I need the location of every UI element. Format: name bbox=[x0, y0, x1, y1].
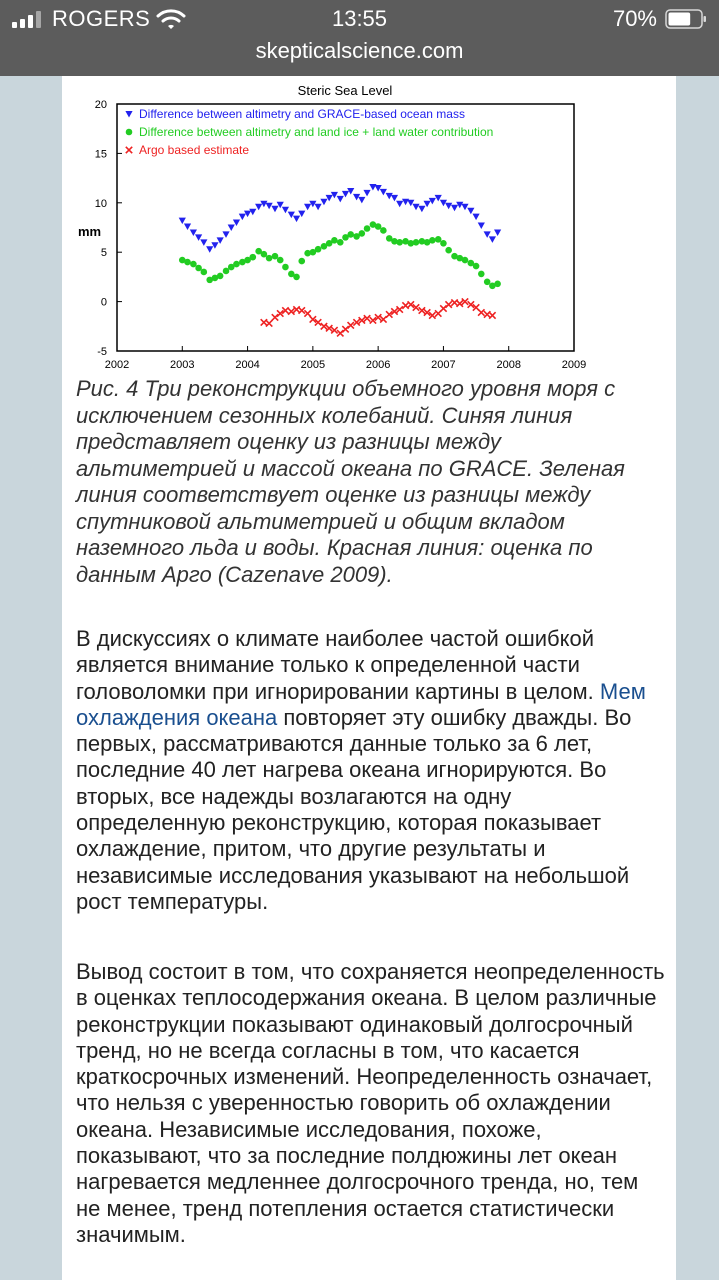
y-tick-label: 10 bbox=[94, 197, 107, 210]
data-point bbox=[396, 239, 403, 246]
x-tick-label: 2003 bbox=[170, 359, 195, 371]
data-point bbox=[429, 237, 436, 244]
data-point bbox=[201, 269, 208, 276]
clock: 13:55 bbox=[331, 6, 388, 31]
data-point bbox=[272, 253, 279, 260]
data-point bbox=[473, 263, 480, 270]
data-point bbox=[293, 274, 300, 281]
data-point bbox=[233, 261, 240, 268]
data-point bbox=[331, 237, 338, 244]
paragraph-text: В дискуссиях о климате наиболее частой ошибкой является внимание только к определенной части головоломки при игнорировании картины в целом. bbox=[76, 626, 600, 704]
data-point bbox=[484, 279, 491, 286]
data-point bbox=[249, 254, 256, 261]
y-tick-label: 0 bbox=[100, 296, 107, 309]
article-page bbox=[62, 76, 676, 1280]
data-point bbox=[261, 251, 268, 258]
x-tick-label: 2009 bbox=[561, 359, 587, 371]
data-point bbox=[494, 281, 501, 288]
chart-title: Steric Sea Level bbox=[297, 83, 393, 98]
data-point bbox=[380, 227, 387, 234]
data-point bbox=[375, 223, 382, 230]
x-tick-label: 2002 bbox=[104, 359, 130, 371]
data-point bbox=[217, 273, 224, 280]
x-tick-label: 2006 bbox=[365, 359, 391, 371]
carrier-name: ROGERS bbox=[52, 6, 151, 31]
x-tick-label: 2004 bbox=[235, 359, 260, 371]
data-point bbox=[298, 258, 305, 265]
data-point bbox=[223, 268, 230, 275]
data-point bbox=[190, 261, 197, 268]
x-tick-label: 2005 bbox=[300, 359, 326, 371]
y-tick-label: -5 bbox=[97, 346, 107, 358]
data-point bbox=[445, 247, 452, 254]
data-point bbox=[337, 239, 344, 246]
legend-label: Difference between altimetry and GRACE-based ocean mass bbox=[139, 107, 465, 121]
battery-percent: 70% bbox=[612, 6, 657, 31]
x-tick-label: 2007 bbox=[431, 359, 456, 371]
legend-marker bbox=[126, 129, 133, 136]
y-tick-label: 5 bbox=[100, 247, 107, 260]
y-tick-label: 15 bbox=[94, 148, 107, 161]
battery-icon bbox=[665, 9, 707, 29]
data-point bbox=[413, 239, 420, 246]
data-point bbox=[282, 264, 289, 271]
data-point bbox=[266, 255, 273, 262]
data-point bbox=[364, 225, 371, 232]
ocean-cooling-meme-link[interactable]: Мем охлаждения океана bbox=[76, 678, 646, 730]
steric-sea-level-chart bbox=[62, 76, 676, 376]
data-point bbox=[440, 240, 447, 247]
plot-area bbox=[117, 104, 574, 351]
data-point bbox=[462, 257, 469, 264]
x-tick-label: 2008 bbox=[496, 359, 521, 371]
paragraph-text: повторяет эту ошибку дважды. Во первых, рассматриваются данные только за 6 лет, последние 40 лет нагрева океана игнорируются. Во вторых, все надежды возлагаются на одну определенную реконструкцию, которая показывает охлаждение, притом, что другие результаты и независимые исследования указывают на небольшой рост температуры. bbox=[76, 704, 632, 914]
data-point bbox=[359, 230, 366, 237]
article-paragraph-1 bbox=[76, 626, 666, 915]
data-point bbox=[347, 231, 354, 238]
status-bar bbox=[0, 0, 719, 40]
figure-caption: Рис. 4 Три реконструкции объемного уровня моря с исключением сезонных колебаний. Синяя линия представляет оценку из разницы между альтиметрией и массой океана по GRACE. Зеленая линия соответствует оценке из разницы между спутниковой альтиметрией и общим вкладом наземного льда и воды. Красная линия: оценка по данным Арго (Cazenave 2009). bbox=[76, 376, 625, 587]
data-point bbox=[435, 236, 442, 243]
article-paragraph-2: Вывод состоит в том, что сохраняется неопределенность в оценках теплосодержания океана. В целом различные реконструкции показывают одинаковый долгосрочный тренд, но не всегда согласны в том, что касается краткосрочных изменений. Неопределенность означает, что нельзя с уверенностью говорить об охлаждении океана. Независимые исследования, похоже, показывают, что за последние полдюжины лет океан нагревается медленнее долгосрочного тренда, но, тем не менее, тренд потепления остается статистически значимым. bbox=[76, 959, 665, 1247]
data-point bbox=[277, 257, 284, 264]
data-point bbox=[195, 265, 202, 272]
browser-top-bar bbox=[0, 0, 719, 76]
legend-label: Difference between altimetry and land ice + land water contribution bbox=[139, 125, 494, 139]
legend-label: Argo based estimate bbox=[139, 143, 250, 157]
y-axis-label: mm bbox=[78, 224, 102, 239]
data-point bbox=[478, 271, 485, 278]
data-point bbox=[184, 259, 191, 266]
address-bar-url[interactable]: skepticalscience.com bbox=[255, 38, 464, 63]
y-tick-label: 20 bbox=[94, 99, 107, 111]
data-point bbox=[315, 246, 322, 253]
